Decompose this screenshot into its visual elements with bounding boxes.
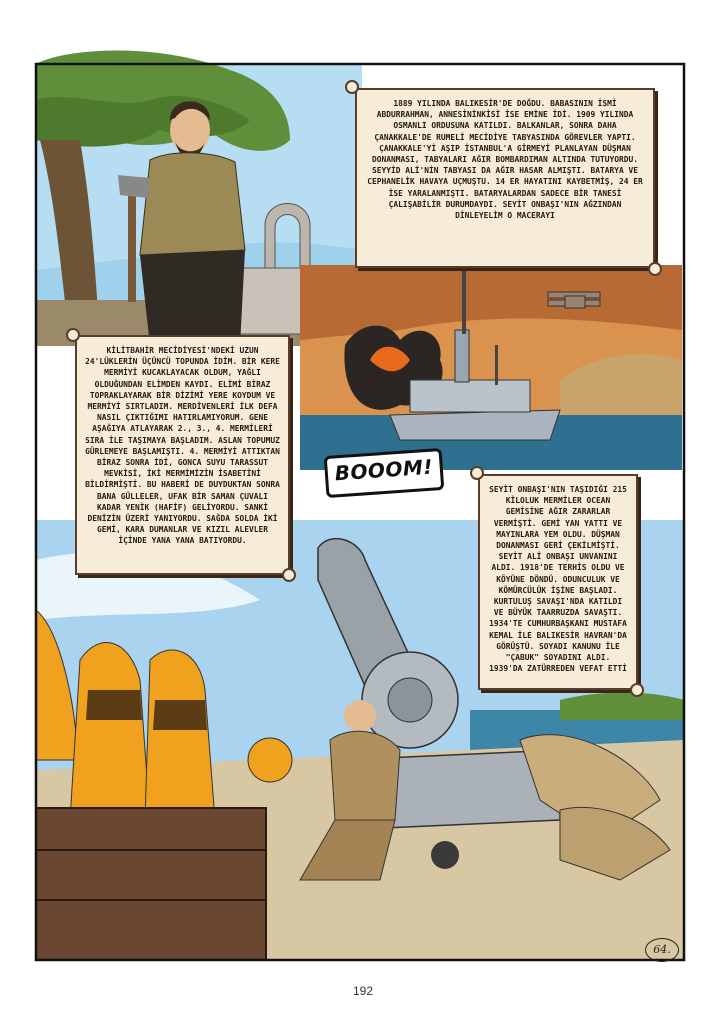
caption-biography [355, 88, 655, 268]
caption-scroll-curl [470, 466, 484, 480]
caption-scroll-curl [345, 80, 359, 94]
caption-aftermath-text: SEYİT ONBAŞI'NIN TAŞIDIĞI 215 KİLOLUK MERMİLER OCEAN GEMİSİNE AĞIR ZARARLAR VERMİŞTİ. GEMİ YAN YATTI VE MAYINLARA YEM OLDU. DÜŞMAN DONANMASI GERİ ÇEKİLMİŞTİ. SEYİT ALİ ONBAŞI UNVANINI ALDI. 1918'DE TERHİS OLDU VE KÖYÜNE DÖNDÜ. ODUNCULUK VE KÖMÜRCÜLÜK İŞİNE BAŞLADI. KURTULUŞ SAVAŞI'NDA KATILDI VE BÜYÜK TAARRUZDA SAVAŞTI. 1934'TE CUMHURBAŞKANI MUSTAFA KEMAL İLE BALIKESİR HAVRAN'DA GÖRÜŞTÜ. SOYADI KANUNU İLE "ÇABUK" SOYADINI ALDI. 1939'DA ZATÜRREDEN VEFAT ETTİ [489, 485, 627, 674]
caption-scroll-curl [66, 328, 80, 342]
page-number: 192 [352, 984, 374, 998]
caption-account [75, 335, 290, 575]
battleship-panel [300, 265, 682, 470]
artist-signature: 64. [645, 938, 679, 962]
caption-biography-text: 1889 YILINDA BALIKESİR'DE DOĞDU. BABASININ İSMİ ABDURRAHMAN, ANNESİNİNKİSİ İSE EMİNE İDİ. 1909 YILINDA OSMANLI ORDUSUNA KATILDI. BALKANLAR, SONRA DAHA ÇANAKKALE'DE RUMELİ MECİDİYE TABYASINDA GÖREVLER YAPTI. ÇANAKKALE'Yİ AŞIP İSTANBUL'A GİRMEYİ PLANLAYAN DÜŞMAN DONANMASI, TABYALARI AĞIR BOMBARDIMAN ALTINDA TUTUYORDU. SEYYİD ALİ'NİN TABYASI DA AĞIR HASAR ALMIŞTI. BATARYA VE CEPHANELİK HAVAYA UÇMUŞTU. 14 ER HAYATINI KAYBETMİŞ, 24 ER İSE YARALANMIŞTI. BATARYALARDAN SADECE BİR TANESİ ÇALIŞABİLİR DURUMDAYDI. SEYİT ONBAŞI'NIN AĞZINDAN DİNLEYELİM O MACERAYI [367, 99, 643, 221]
caption-aftermath [478, 474, 638, 690]
caption-scroll-curl [630, 683, 644, 697]
caption-scroll-curl [282, 568, 296, 582]
caption-scroll-curl [648, 262, 662, 276]
caption-account-text: KİLİTBAHİR MECİDİYESİ'NDEKİ UZUN 24'LÜKLERİN ÜÇÜNCÜ TOPUNDA İDİM. BİR KERE MERMİYİ KUCAKLAYACAK OLDUM, YAĞLI OLDUĞUNDAN ELİMDEN KAYDI. ELİMİ BİRAZ TOPRAKLAYARAK BİR DİZİMİ YERE KOYDUM VE MERMİYİ SIRTLADIM. MERDİVENLERİ İLK DEFA NASIL ÇIKTIĞIMI HATIRLAMIYORUM. GENE AŞAĞIYA ATLAYARAK 2., 3., 4. MERMİLERİ SIRA İLE TAŞIMAYA BAŞLADIM. ASLAN TOPUMUZ GÜRLEMEYE BAŞLAMIŞTI. 4. MERMİYİ ATTIKTAN BİRAZ SONRA İDİ, GONCA SUYU TARASSUT MEVKİSİ, İKİ MERMİMİZİN İSABETİNİ BİLDİRMİŞTİ. BU HABERİ DE DUYDUKTAN SONRA BANA GÜLLELER, UFAK BİR SAMAN ÇUVALI KADAR YENİK (HAFİF) GELİYORDU. SANKİ DENİZİN ÜZERİ YANIYORDU. SAĞDA SOLDA İKİ GEMİ, KARA DUMANLAR VE KIZIL ALEVLER İÇİNDE YANA YANA BATIYORDU. [85, 346, 280, 546]
sound-effect-balloon: BOOOM! [324, 448, 445, 498]
